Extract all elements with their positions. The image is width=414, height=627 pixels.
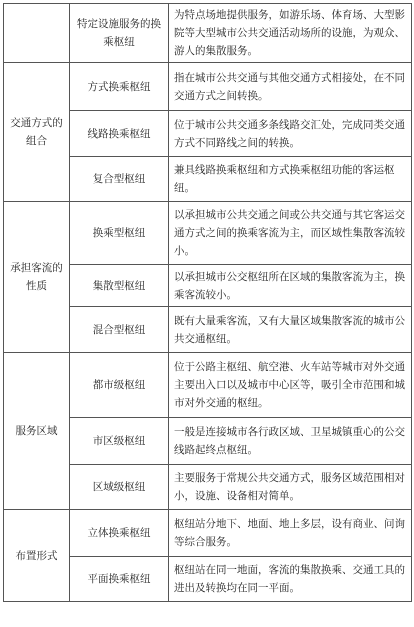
description-cell: 主要服务于常规公共交通方式，服务区域范围相对小，设施、设备相对简单。 (169, 465, 412, 510)
description-cell: 指在城市公共交通与其他交通方式相接处，在不同交通方式之间转换。 (169, 63, 412, 111)
category-cell (4, 4, 70, 63)
table-row (4, 4, 412, 63)
hub-type-cell: 立体换乘枢纽 (70, 510, 169, 557)
description-cell: 枢纽站分地下、地面、地上多层，设有商业、问询等综合服务。 (169, 510, 412, 557)
hub-type-cell: 混合型枢纽 (70, 307, 169, 353)
hub-type-cell: 方式换乘枢纽 (70, 63, 169, 111)
table-row (4, 510, 412, 557)
hub-type-cell: 复合型枢纽 (70, 157, 169, 202)
description-cell: 兼具线路换乘枢纽和方式换乘枢纽功能的客运枢纽。 (169, 157, 412, 202)
hub-type-cell: 平面换乘枢纽 (70, 557, 169, 602)
description-cell: 以承担城市公交枢纽所在区域的集散客流为主，换乘客流较小。 (169, 265, 412, 307)
category-cell: 承担客流的性质 (4, 202, 70, 353)
category-cell: 服务区域 (4, 353, 70, 510)
hub-type-cell: 换乘型枢纽 (70, 202, 169, 265)
description-cell: 一般是连接城市各行政区域、卫星城镇重心的公交线路起终点枢纽。 (169, 418, 412, 465)
hub-type-cell: 线路换乘枢纽 (70, 111, 169, 157)
table-row (4, 202, 412, 265)
description-cell: 位于公路主枢纽、航空港、火车站等城市对外交通主要出入口以及城市中心区等，吸引全市范围和城市对外交通的枢纽。 (169, 353, 412, 418)
hub-type-cell: 区域级枢纽 (70, 465, 169, 510)
hub-classification-table (3, 3, 412, 602)
description-cell: 以承担城市公共交通之间或公共交通与其它客运交通方式之间的换乘客流为主，而区域性集散客流较小。 (169, 202, 412, 265)
category-cell: 交通方式的组合 (4, 63, 70, 202)
category-cell: 布置形式 (4, 510, 70, 602)
description-cell: 枢纽站在同一地面，客流的集散换乘、交通工具的进出及转换均在同一平面。 (169, 557, 412, 602)
hub-type-cell: 特定设施服务的换乘枢纽 (70, 4, 169, 63)
table-row (4, 353, 412, 418)
description-cell: 既有大量乘客流，又有大量区域集散客流的城市公共交通枢纽。 (169, 307, 412, 353)
description-cell: 位于城市公共交通多条线路交汇处，完成同类交通方式不同路线之间的转换。 (169, 111, 412, 157)
hub-type-cell: 集散型枢纽 (70, 265, 169, 307)
table-row (4, 63, 412, 111)
description-cell: 为特点场地提供服务，如游乐场、体育场、大型影院等大型城市公共交通活动场所的设施，为观众、游人的集散服务。 (169, 4, 412, 63)
hub-type-cell: 都市级枢纽 (70, 353, 169, 418)
hub-type-cell: 市区级枢纽 (70, 418, 169, 465)
